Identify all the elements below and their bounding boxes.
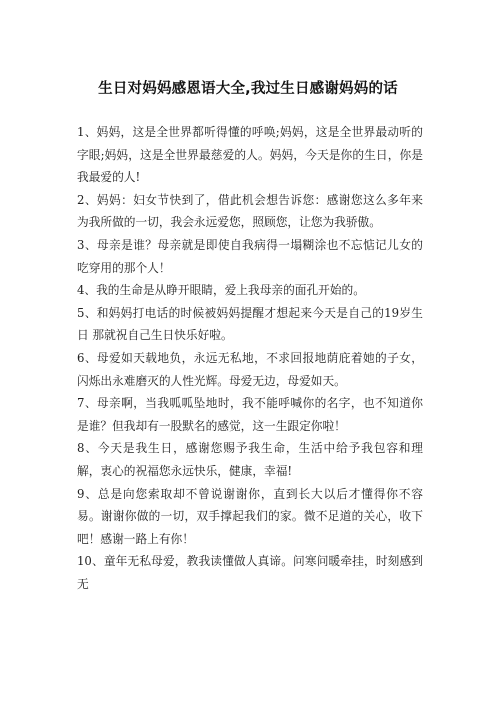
paragraph-6: 6、母爱如天载地负，永远无私地，不求回报地荫庇着她的子女，闪烁出永难磨灭的人性光辉。母爱无边，母爱如天。 <box>77 350 423 388</box>
paragraph-9: 9、总是向您索取却不曾说谢谢你，直到长大以后才懂得你不容易。谢谢你做的一切，双手撑起我们的家。微不足道的关心，收下吧！感谢一路上有你！ <box>77 486 423 546</box>
document-body <box>77 121 423 595</box>
paragraph-10: 10、童年无私母爱，教我读懂做人真谛。问寒问暖牵挂，时刻感到无 <box>77 554 423 591</box>
paragraph-3: 3、母亲是谁？母亲就是即使自我病得一塌糊涂也不忘惦记儿女的吃穿用的那个人！ <box>77 237 423 275</box>
paragraph-7: 7、母亲啊，当我呱呱坠地时，我不能呼喊你的名字，也不知道你是谁？但我却有一股默名的感觉，这一生跟定你啦！ <box>77 396 423 433</box>
paragraph-1: 1、妈妈，这是全世界都听得懂的呼唤;妈妈，这是全世界最动听的字眼;妈妈，这是全世界最慈爱的人。妈妈，今天是你的生日，你是我最爱的人! <box>77 125 423 185</box>
paragraph-5: 5、和妈妈打电话的时候被妈妈提醒才想起来今天是自己的19岁生日 那就祝自己生日快乐好啦。 <box>77 305 423 343</box>
paragraph-2: 2、妈妈：妇女节快到了，借此机会想告诉您：感谢您这么多年来为我所做的一切，我会永远爱您，照顾您，让您为我骄傲。 <box>77 192 423 230</box>
paragraph-4: 4、我的生命是从睁开眼睛，爱上我母亲的面孔开始的。 <box>77 283 365 298</box>
page-title: 生日对妈妈感恩语大全,我过生日感谢妈妈的话 <box>98 81 398 97</box>
paragraph-8: 8、今天是我生日，感谢您赐予我生命，生活中给予我包容和理解，衷心的祝福您永远快乐，健康，幸福! <box>77 441 423 478</box>
